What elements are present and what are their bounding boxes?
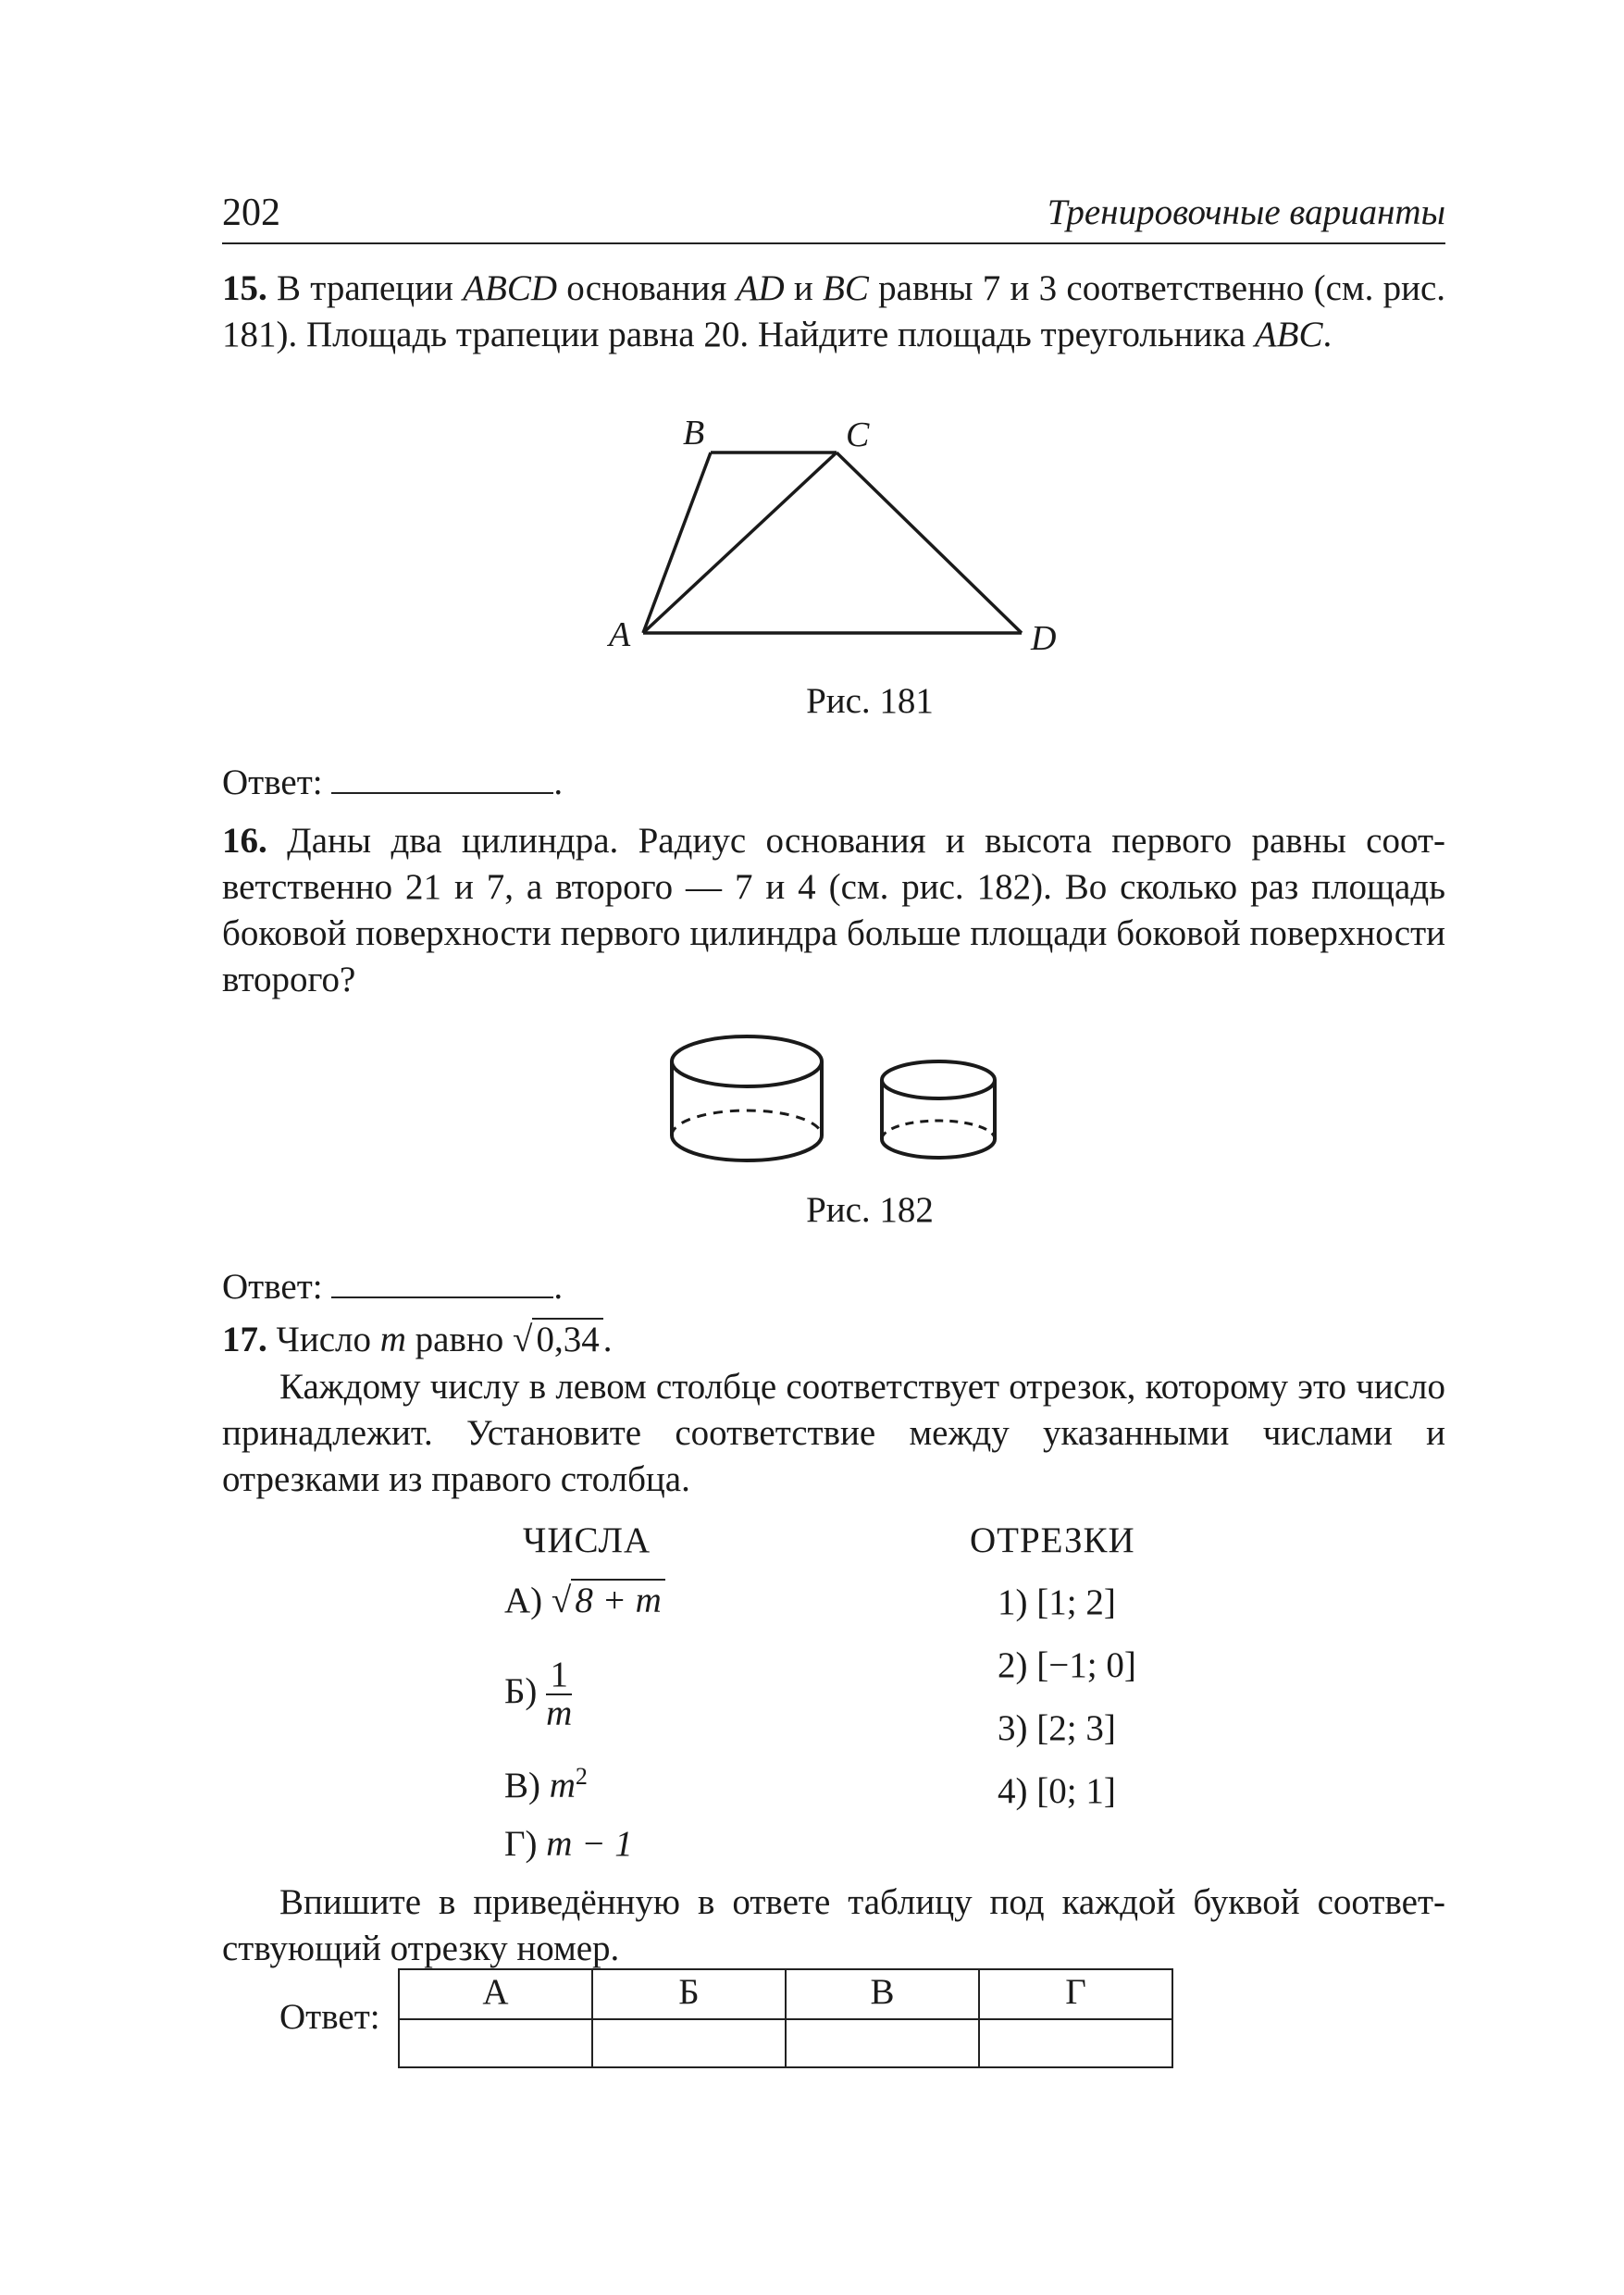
answer-table-input-row <box>399 2019 1172 2067</box>
problem-15-text: 15. В трапеции ABCD основания AD и BC равны 7 и 3 соответственно (см. рис. 181). Площадь трапеции равна 20. Найдите площадь треугольника ABC. <box>222 268 1446 354</box>
figure-caption-181: Рис. 181 <box>806 681 934 721</box>
sqrt-expression: √ 8 + m <box>552 1578 665 1624</box>
answer-line-16: Ответ: . <box>222 1261 563 1310</box>
answer-cell-b[interactable] <box>592 2019 786 2067</box>
answer-table-header: В <box>786 1969 979 2019</box>
answer-cell-d[interactable] <box>979 2019 1172 2067</box>
label-d: D <box>1031 619 1057 658</box>
answer-table-header: Б <box>592 1969 786 2019</box>
label-a: A <box>609 615 631 654</box>
cylinder-large <box>672 1036 822 1160</box>
problem-17-instruction: Впишите в приведённую в ответе таблицу под каждой буквой соответствующий отрезку номер. <box>222 1882 1445 1968</box>
diagonal-ac <box>643 453 837 633</box>
figure-caption-182: Рис. 182 <box>806 1190 934 1230</box>
problem-17-intro: 17. Число m равно √ 0,34 . <box>222 1317 1445 1363</box>
problem-number: 17. <box>222 1320 267 1359</box>
segment-item-3: 3) [2; 3] <box>998 1708 1116 1748</box>
header-rule <box>222 242 1445 244</box>
running-title: Тренировочные варианты <box>1047 192 1445 232</box>
sqrt-expression: √ 0,34 <box>513 1317 603 1363</box>
cylinder-small <box>882 1061 995 1158</box>
number-item-a: А) √ 8 + m <box>504 1578 665 1624</box>
number-item-d: Г) m − 1 <box>504 1824 633 1864</box>
label-c: C <box>846 416 870 454</box>
answer-table-header: А <box>399 1969 592 2019</box>
answer-table-header: Г <box>979 1969 1172 2019</box>
label-b: B <box>683 414 705 453</box>
cylinders-figure <box>662 1023 1013 1171</box>
answer-label-17: Ответ: <box>279 1997 380 2037</box>
problem-number: 16. <box>222 821 267 861</box>
answer-line-15: Ответ: . <box>222 757 563 806</box>
answer-table-header-row <box>399 1969 1172 2019</box>
side-ab <box>643 453 711 633</box>
answer-table <box>398 1968 1173 2068</box>
number-item-b: Б) $\frac{1}{m}$ <box>504 1655 573 1733</box>
number-item-c: В) $m^2$ <box>504 1763 588 1805</box>
page-number: 202 <box>222 192 280 234</box>
answer-blank-16[interactable] <box>331 1261 553 1298</box>
trapezoid-figure <box>592 407 1110 666</box>
fraction: $\frac{1}{m}$ <box>546 1655 573 1733</box>
segment-item-1: 1) [1; 2] <box>998 1582 1116 1622</box>
problem-17-task: Каждому числу в левом столбце соответствует отрезок, которому это число принадлежит. Установите соответствие между указанными числами и отрезками из правого столбца. <box>222 1367 1445 1499</box>
numbers-column-header: ЧИСЛА <box>523 1520 651 1560</box>
segments-column-header: ОТРЕЗКИ <box>970 1520 1135 1560</box>
answer-cell-c[interactable] <box>786 2019 979 2067</box>
answer-blank-15[interactable] <box>331 757 553 794</box>
segment-item-4: 4) [0; 1] <box>998 1771 1116 1811</box>
segment-item-2: 2) [−1; 0] <box>998 1645 1136 1685</box>
problem-16-text: 16. Даны два цилиндра. Радиус основания и высота первого равны соответственно 21 и 7, а второго — 7 и 4 (см. рис. 182). Во сколько раз площадь боковой поверхности первого цилиндра больше площади боковой поверхности второго? <box>222 821 1445 999</box>
problem-number: 15. <box>222 268 267 308</box>
answer-cell-a[interactable] <box>399 2019 592 2067</box>
side-cd <box>837 453 1022 633</box>
